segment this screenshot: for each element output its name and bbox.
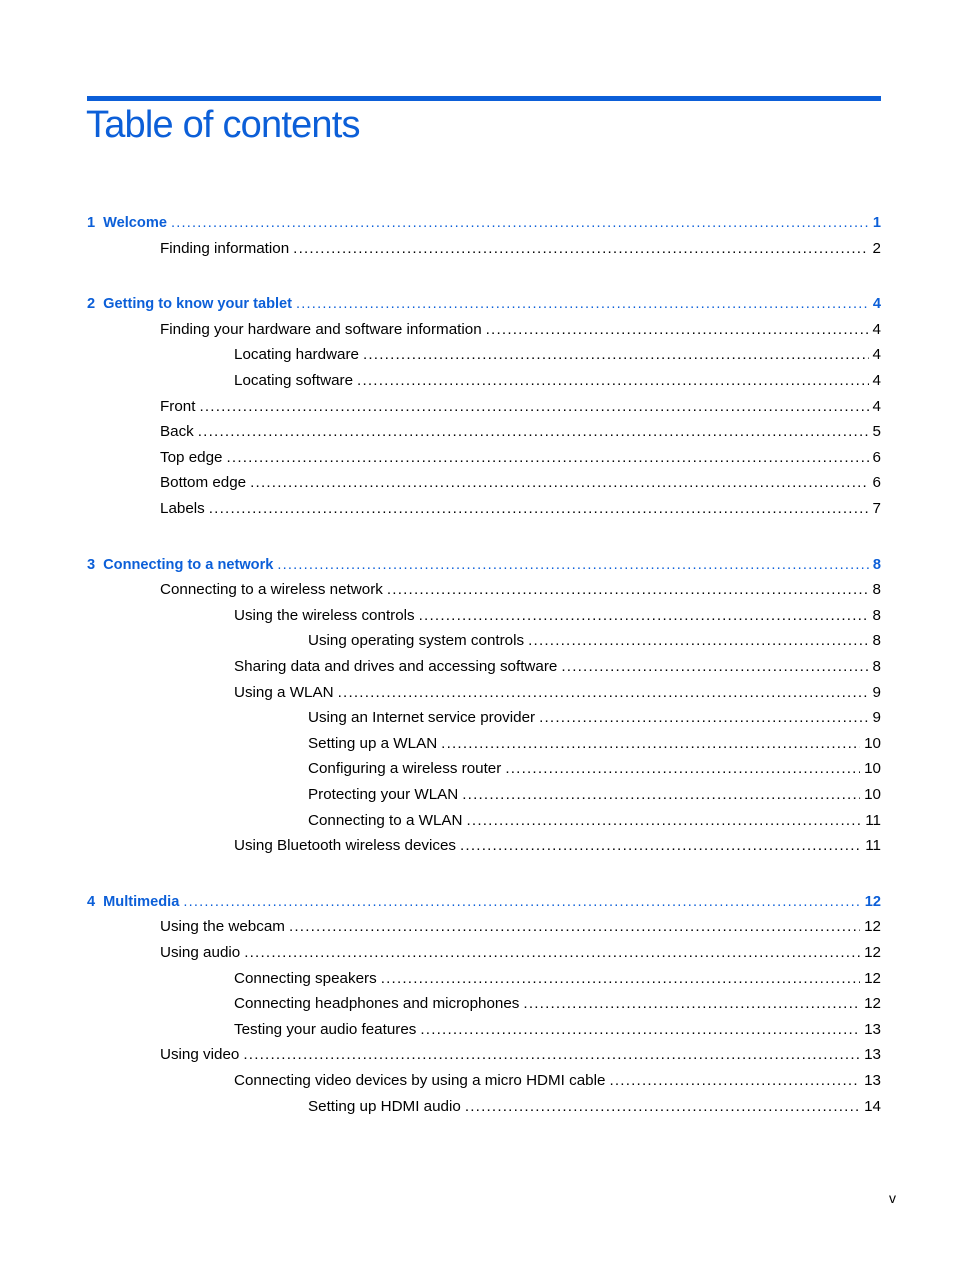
toc-entry-label: Testing your audio features bbox=[234, 1021, 417, 1038]
toc-page-number: 4 bbox=[872, 398, 881, 415]
toc-entry-label: Multimedia bbox=[103, 894, 180, 910]
toc-entry-label: Connecting video devices by using a micro HDMI cable bbox=[234, 1072, 606, 1089]
dot-leader bbox=[363, 345, 869, 365]
toc-entry-label: Using audio bbox=[160, 944, 241, 961]
chapter-number: 2 bbox=[87, 296, 96, 312]
toc-entry-title bbox=[234, 1071, 609, 1091]
toc-entry[interactable] bbox=[160, 1045, 881, 1065]
toc-entry[interactable] bbox=[160, 917, 881, 937]
dot-leader bbox=[528, 631, 868, 651]
toc-entry-title bbox=[87, 294, 296, 314]
toc-entry[interactable] bbox=[308, 811, 881, 831]
toc-entry[interactable] bbox=[234, 657, 881, 677]
toc-page-number: 12 bbox=[864, 944, 881, 961]
toc-entry-title bbox=[308, 1097, 465, 1117]
toc-entry-label: Locating hardware bbox=[234, 346, 359, 363]
toc-entry-title bbox=[160, 320, 486, 340]
toc-entry-label: Protecting your WLAN bbox=[308, 786, 459, 803]
toc-entry[interactable] bbox=[160, 580, 881, 600]
toc-page-number: 11 bbox=[865, 812, 881, 829]
toc-entry-title bbox=[234, 371, 357, 391]
toc-entry[interactable] bbox=[308, 734, 881, 754]
toc-entry-title bbox=[308, 734, 441, 754]
toc-entry-label: Front bbox=[160, 398, 196, 415]
toc-entry-title bbox=[160, 499, 209, 519]
toc-entry[interactable] bbox=[160, 422, 881, 442]
dot-leader bbox=[338, 683, 869, 703]
toc-entry-title bbox=[160, 473, 250, 493]
toc-page-number: 8 bbox=[872, 607, 881, 624]
toc-entry[interactable] bbox=[160, 448, 881, 468]
toc-chapter-entry[interactable] bbox=[87, 213, 881, 233]
toc-entry[interactable] bbox=[308, 631, 881, 651]
dot-leader bbox=[209, 499, 869, 519]
page-title: Table of contents bbox=[86, 104, 360, 146]
toc-entry-label: Welcome bbox=[103, 215, 167, 231]
toc-entry[interactable] bbox=[234, 1071, 881, 1091]
toc-entry[interactable] bbox=[160, 239, 881, 259]
toc-page-number: 8 bbox=[872, 658, 881, 675]
toc-page-number: 10 bbox=[864, 735, 881, 752]
toc-page-number: 4 bbox=[872, 346, 881, 363]
toc-entry[interactable] bbox=[160, 397, 881, 417]
toc-page-number: 6 bbox=[872, 474, 881, 491]
toc-page-number: 6 bbox=[872, 449, 881, 466]
toc-entry[interactable] bbox=[160, 499, 881, 519]
toc-entry-label: Getting to know your tablet bbox=[103, 296, 293, 312]
toc-entry-label: Connecting speakers bbox=[234, 970, 377, 987]
toc-page-number: 10 bbox=[864, 786, 881, 803]
toc-entry-title bbox=[234, 969, 381, 989]
toc-page-number: 9 bbox=[872, 684, 881, 701]
toc-page-number: 4 bbox=[872, 296, 881, 312]
toc-entry[interactable] bbox=[308, 785, 881, 805]
toc-page-number: 11 bbox=[865, 837, 881, 854]
toc-entry[interactable] bbox=[234, 683, 881, 703]
toc-entry[interactable] bbox=[160, 320, 881, 340]
chapter-number: 1 bbox=[87, 215, 96, 231]
toc-chapter-entry[interactable] bbox=[87, 555, 881, 575]
dot-leader bbox=[465, 1097, 860, 1117]
toc-entry-label: Connecting headphones and microphones bbox=[234, 995, 520, 1012]
dot-leader bbox=[539, 708, 868, 728]
toc-entry[interactable] bbox=[234, 969, 881, 989]
toc-page-number: 5 bbox=[872, 423, 881, 440]
toc-page-number: 8 bbox=[872, 557, 881, 573]
toc-page-number: 13 bbox=[864, 1072, 881, 1089]
toc-entry[interactable] bbox=[234, 1020, 881, 1040]
toc-entry-title bbox=[160, 580, 387, 600]
dot-leader bbox=[523, 994, 860, 1014]
dot-leader bbox=[357, 371, 869, 391]
toc-entry-label: Locating software bbox=[234, 372, 354, 389]
toc-entry-title bbox=[234, 994, 523, 1014]
toc-entry-title bbox=[87, 892, 183, 912]
toc-entry-title bbox=[160, 422, 198, 442]
dot-leader bbox=[198, 422, 869, 442]
toc-entry-title bbox=[234, 1020, 420, 1040]
toc-page-number: 13 bbox=[864, 1046, 881, 1063]
toc-entry-title bbox=[160, 943, 244, 963]
toc-entry[interactable] bbox=[234, 836, 881, 856]
toc-entry[interactable] bbox=[234, 606, 881, 626]
dot-leader bbox=[561, 657, 868, 677]
toc-entry[interactable] bbox=[308, 1097, 881, 1117]
toc-entry-label: Sharing data and drives and accessing software bbox=[234, 658, 558, 675]
toc-entry-title bbox=[308, 631, 528, 651]
toc-entry-label: Bottom edge bbox=[160, 474, 247, 491]
dot-leader bbox=[171, 213, 869, 233]
toc-page-number: 2 bbox=[872, 240, 881, 257]
toc-entry-title bbox=[308, 811, 467, 831]
toc-entry[interactable] bbox=[160, 943, 881, 963]
toc-entry-label: Connecting to a wireless network bbox=[160, 581, 383, 598]
toc-entry-title bbox=[234, 606, 419, 626]
toc-page-number: 13 bbox=[864, 1021, 881, 1038]
dot-leader bbox=[244, 943, 860, 963]
dot-leader bbox=[183, 892, 860, 912]
dot-leader bbox=[419, 606, 869, 626]
toc-entry-label: Connecting to a network bbox=[103, 557, 274, 573]
toc-entry-label: Using video bbox=[160, 1046, 240, 1063]
dot-leader bbox=[462, 785, 860, 805]
dot-leader bbox=[505, 759, 860, 779]
chapter-number: 4 bbox=[87, 894, 96, 910]
dot-leader bbox=[289, 917, 860, 937]
toc-entry-title bbox=[234, 683, 338, 703]
toc-entry-label: Finding your hardware and software information bbox=[160, 321, 482, 338]
dot-leader bbox=[609, 1071, 860, 1091]
toc-page-number: 12 bbox=[864, 970, 881, 987]
toc-page-number: 8 bbox=[872, 632, 881, 649]
toc-entry-label: Configuring a wireless router bbox=[308, 760, 502, 777]
toc-entry[interactable] bbox=[234, 371, 881, 391]
toc-entry[interactable] bbox=[308, 759, 881, 779]
dot-leader bbox=[420, 1020, 860, 1040]
toc-entry-title bbox=[234, 657, 561, 677]
toc-entry-label: Finding information bbox=[160, 240, 290, 257]
dot-leader bbox=[199, 397, 868, 417]
toc-page-number: 12 bbox=[864, 918, 881, 935]
toc-entry-label: Using Bluetooth wireless devices bbox=[234, 837, 457, 854]
dot-leader bbox=[296, 294, 869, 314]
toc-entry-label: Setting up HDMI audio bbox=[308, 1098, 461, 1115]
dot-leader bbox=[243, 1045, 860, 1065]
toc-page-number: 9 bbox=[872, 709, 881, 726]
toc-entry-title bbox=[160, 1045, 243, 1065]
toc-page-number: 4 bbox=[872, 372, 881, 389]
toc-entry-title bbox=[160, 239, 293, 259]
toc-entry-title bbox=[308, 785, 462, 805]
toc-chapter-entry[interactable] bbox=[87, 892, 881, 912]
toc-page-number: 8 bbox=[872, 581, 881, 598]
toc-entry-label: Labels bbox=[160, 500, 205, 517]
toc-entry-label: Setting up a WLAN bbox=[308, 735, 438, 752]
toc-entry-label: Top edge bbox=[160, 449, 223, 466]
toc-entry-title bbox=[87, 213, 171, 233]
page-number: v bbox=[889, 1190, 896, 1206]
dot-leader bbox=[277, 555, 868, 575]
dot-leader bbox=[387, 580, 869, 600]
toc-page-number: 10 bbox=[864, 760, 881, 777]
toc-chapter-entry[interactable] bbox=[87, 294, 881, 314]
chapter-number: 3 bbox=[87, 557, 96, 573]
toc-entry-title bbox=[160, 917, 289, 937]
toc-entry-title bbox=[234, 345, 363, 365]
dot-leader bbox=[467, 811, 862, 831]
toc-entry-label: Using the webcam bbox=[160, 918, 285, 935]
toc-entry-title bbox=[87, 555, 277, 575]
toc-entry-title bbox=[160, 397, 199, 417]
toc-entry-label: Connecting to a WLAN bbox=[308, 812, 463, 829]
toc-page-number: 4 bbox=[872, 321, 881, 338]
toc-entry-label: Using an Internet service provider bbox=[308, 709, 536, 726]
dot-leader bbox=[293, 239, 868, 259]
toc-page-number: 7 bbox=[872, 500, 881, 517]
toc-entry-title bbox=[308, 759, 505, 779]
dot-leader bbox=[486, 320, 869, 340]
toc-page-number: 1 bbox=[872, 215, 881, 231]
toc-page-number: 12 bbox=[864, 995, 881, 1012]
toc-page-number: 12 bbox=[864, 894, 881, 910]
dot-leader bbox=[381, 969, 860, 989]
dot-leader bbox=[460, 836, 861, 856]
toc-entry[interactable] bbox=[308, 708, 881, 728]
toc-entry[interactable] bbox=[234, 345, 881, 365]
toc-entry[interactable] bbox=[234, 994, 881, 1014]
toc-entry[interactable] bbox=[160, 473, 881, 493]
toc-entry-label: Using operating system controls bbox=[308, 632, 525, 649]
dot-leader bbox=[441, 734, 860, 754]
toc-entry-label: Back bbox=[160, 423, 194, 440]
toc-entry-title bbox=[160, 448, 227, 468]
toc-page-number: 14 bbox=[864, 1098, 881, 1115]
toc-entry-label: Using the wireless controls bbox=[234, 607, 415, 624]
dot-leader bbox=[227, 448, 869, 468]
toc-entry-label: Using a WLAN bbox=[234, 684, 334, 701]
toc-entry-title bbox=[234, 836, 460, 856]
dot-leader bbox=[250, 473, 868, 493]
toc-entry-title bbox=[308, 708, 539, 728]
